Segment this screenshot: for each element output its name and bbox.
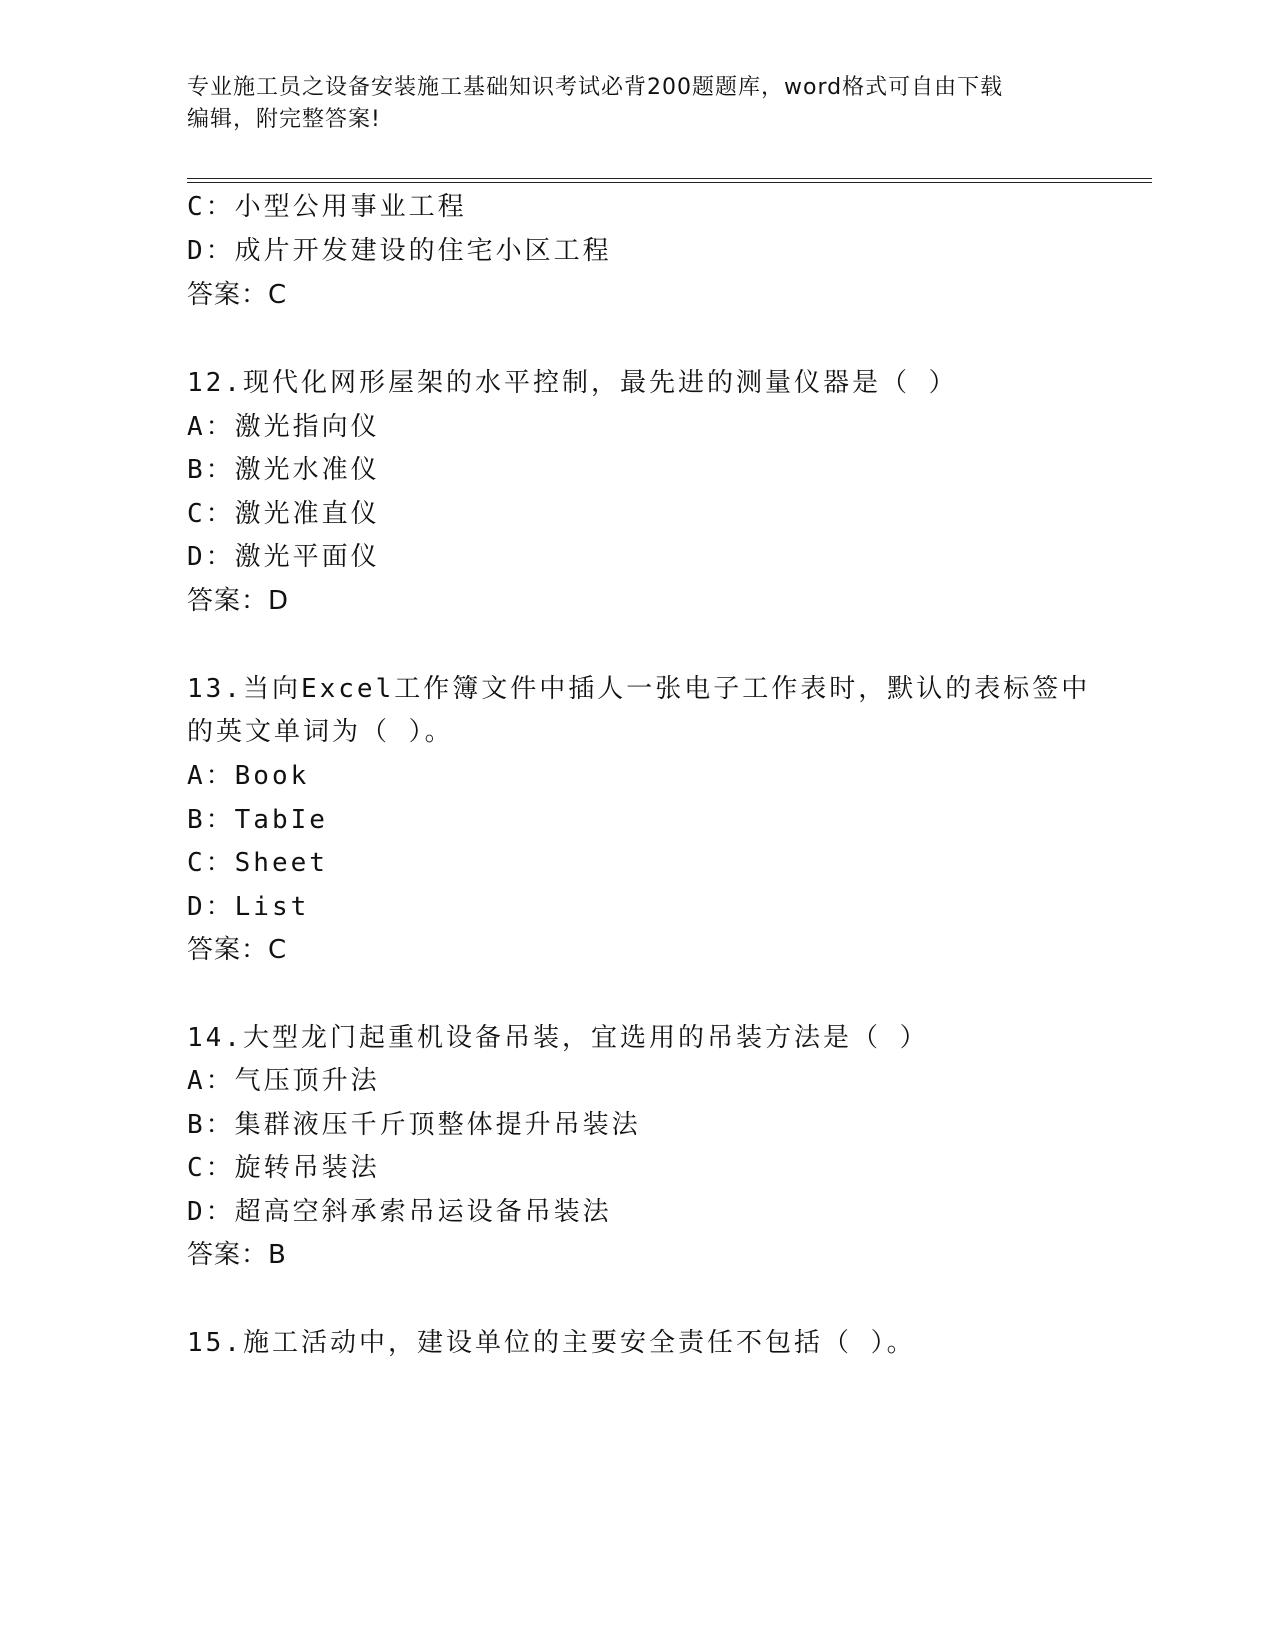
q14-option-b: B：集群液压千斤顶整体提升吊装法 [187,1110,641,1140]
q13-question-line-1: 13.当向Excel工作簿文件中插人一张电子工作表时，默认的表标签中 [187,674,1091,704]
q13-question-line-2: 的英文单词为（ ）。 [187,717,454,747]
q12-option-a: A：激光指向仪 [187,412,380,442]
q14-question: 14.大型龙门起重机设备吊装，宜选用的吊装方法是（ ） [187,1023,929,1053]
q14-option-d: D：超高空斜承索吊运设备吊装法 [187,1197,612,1227]
q13-answer: 答案：C [187,935,288,965]
q13-option-b: B：TabIe [187,805,328,835]
q12-question: 12.现代化网形屋架的水平控制，最先进的测量仪器是（ ） [187,368,958,398]
q11-option-d: D：成片开发建设的住宅小区工程 [187,236,612,266]
q15-question: 15.施工活动中，建设单位的主要安全责任不包括（ ）。 [187,1328,916,1358]
q11-answer: 答案：C [187,280,288,310]
q13-option-d: D：List [187,892,310,922]
header-double-rule [187,178,1152,184]
q11-option-c: C：小型公用事业工程 [187,192,467,222]
q12-option-b: B：激光水准仪 [187,455,380,485]
q12-answer: 答案：D [187,586,290,616]
header-title-line-2: 编辑，附完整答案! [187,107,381,132]
header-rule-top [187,178,1152,179]
document-header [187,72,1087,136]
q13-option-c: C：Sheet [187,848,328,878]
header-rule-bottom [187,182,1152,183]
q12-option-c: C：激光准直仪 [187,499,380,529]
q13-option-a: A：Book [187,761,310,791]
q14-option-a: A：气压顶升法 [187,1066,380,1096]
q12-option-d: D：激光平面仪 [187,542,380,572]
header-title-line-1: 专业施工员之设备安装施工基础知识考试必背200题题库，word格式可自由下载 [187,75,1004,100]
q14-option-c: C：旋转吊装法 [187,1153,380,1183]
q14-answer: 答案：B [187,1240,287,1270]
